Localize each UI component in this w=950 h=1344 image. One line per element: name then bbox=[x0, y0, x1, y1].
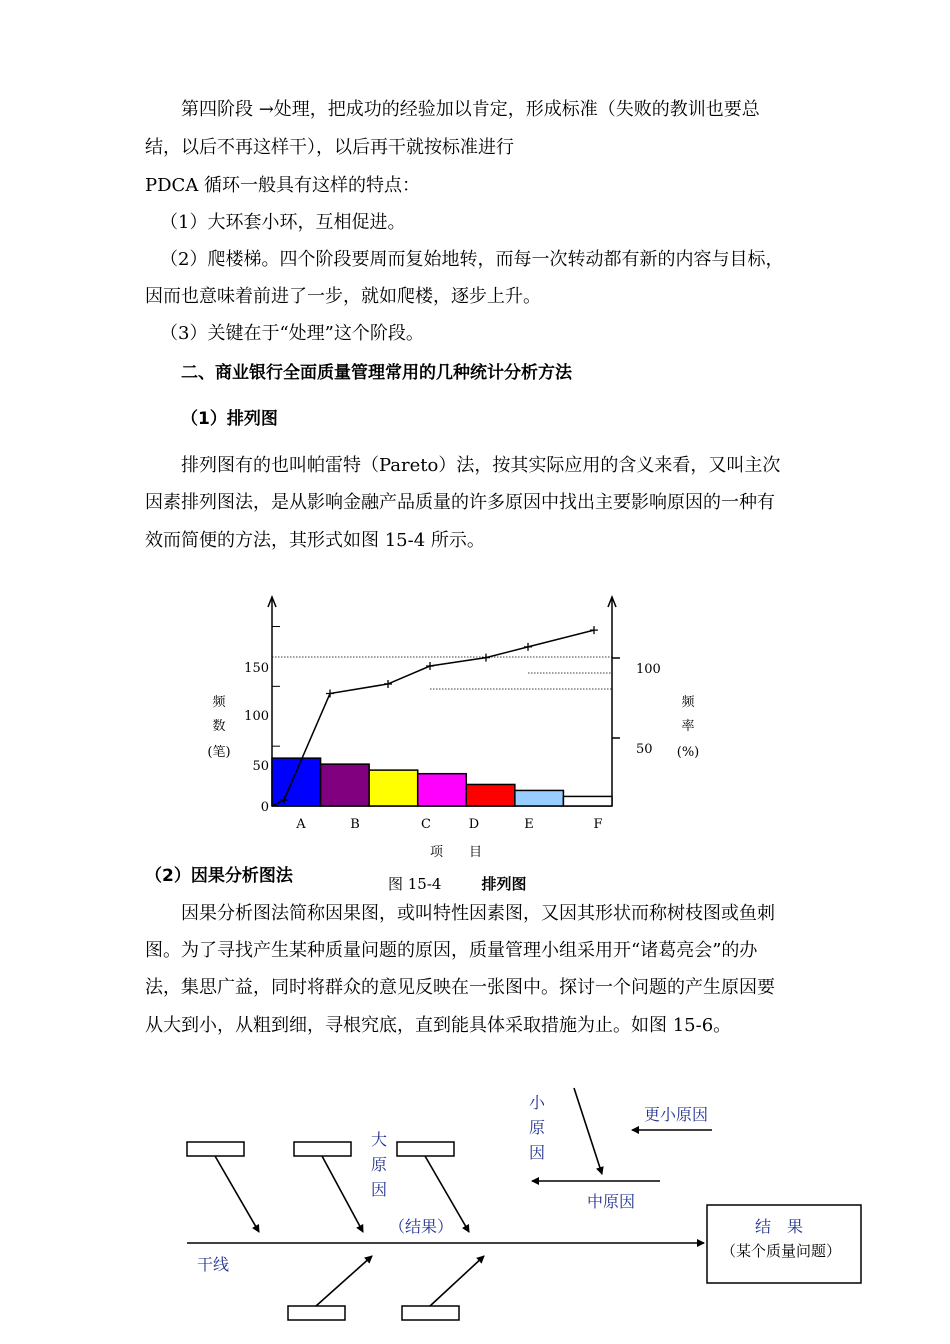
cause-arrow bbox=[316, 1256, 372, 1306]
y-tick-label: 150 bbox=[244, 661, 269, 676]
cause-box bbox=[187, 1142, 244, 1156]
y2-tick-label: 100 bbox=[636, 662, 661, 677]
subsection-heading-cause: （2）因果分析图法 bbox=[145, 866, 293, 886]
paragraph-line: 第四阶段 →处理，把成功的经验加以肯定，形成标准（失败的教训也要总 bbox=[181, 99, 760, 120]
cumulative-point bbox=[590, 626, 598, 634]
cause-arrow bbox=[430, 1256, 484, 1306]
cause-box bbox=[402, 1306, 459, 1320]
y-axis-label: (笔) bbox=[207, 745, 231, 760]
result-box-title: 结 果 bbox=[755, 1217, 804, 1236]
paragraph-line: 效而简便的方法，其形式如图 15-4 所示。 bbox=[145, 530, 485, 551]
caption-title: 排列图 bbox=[481, 875, 527, 893]
paragraph-line: 因而也意味着前进了一步，就如爬楼，逐步上升。 bbox=[145, 286, 541, 307]
cause-box bbox=[288, 1306, 345, 1320]
y2-tick-label: 50 bbox=[636, 742, 653, 757]
big-cause-label: 原 bbox=[371, 1155, 388, 1174]
fishbone-diagram bbox=[0, 1060, 950, 1344]
y-axis-label: 频 bbox=[212, 695, 226, 710]
paragraph-line: 因素排列图法，是从影响金融产品质量的许多原因中找出主要影响原因的一种有 bbox=[145, 492, 775, 513]
y2-axis-label: 率 bbox=[681, 719, 695, 734]
bar bbox=[321, 764, 370, 806]
cause-arrow bbox=[215, 1156, 259, 1232]
bar bbox=[563, 796, 612, 806]
small-cause-arrow bbox=[574, 1088, 602, 1174]
result-label: （结果） bbox=[389, 1217, 454, 1236]
caption-number: 图 15-4 bbox=[388, 875, 442, 893]
big-cause-label: 因 bbox=[371, 1180, 388, 1199]
cause-box bbox=[397, 1142, 454, 1156]
x-axis-label: 项 目 bbox=[429, 845, 483, 860]
paragraph-line: （3）关键在于“处理”这个阶段。 bbox=[160, 323, 424, 344]
paragraph-line: 排列图有的也叫帕雷特（Pareto）法，按其实际应用的含义来看，又叫主次 bbox=[181, 455, 781, 476]
cumulative-point bbox=[524, 643, 532, 651]
cause-box bbox=[294, 1142, 351, 1156]
category-label: C bbox=[421, 817, 431, 832]
paragraph-line: 结，以后不再这样干），以后再干就按标准进行 bbox=[145, 137, 514, 158]
bar bbox=[272, 758, 321, 806]
section-heading: 二、商业银行全面质量管理常用的几种统计分析方法 bbox=[181, 363, 572, 383]
bar bbox=[369, 770, 418, 806]
mid-cause-label: 中原因 bbox=[587, 1192, 636, 1211]
small-cause-label: 因 bbox=[529, 1143, 546, 1162]
smaller-cause-label: 更小原因 bbox=[644, 1105, 709, 1124]
paragraph-line: 图。为了寻找产生某种质量问题的原因，质量管理小组采用开“诸葛亮会”的办 bbox=[145, 940, 758, 961]
cumulative-point bbox=[326, 690, 334, 698]
y-tick-label: 0 bbox=[260, 800, 269, 815]
category-label: D bbox=[468, 817, 480, 832]
y-tick-label: 100 bbox=[244, 709, 269, 724]
category-label: B bbox=[350, 817, 360, 832]
paragraph-line: （2）爬楼梯。四个阶段要周而复始地转，而每一次转动都有新的内容与目标， bbox=[160, 249, 784, 270]
cumulative-point bbox=[426, 662, 434, 670]
pareto-chart bbox=[0, 585, 950, 865]
bar bbox=[515, 790, 564, 806]
cumulative-point bbox=[384, 680, 392, 688]
paragraph-line: 从大到小，从粗到细，寻根究底，直到能具体采取措施为止。如图 15-6。 bbox=[145, 1015, 732, 1036]
paragraph-line: 法，集思广益，同时将群众的意见反映在一张图中。探讨一个问题的产生原因要 bbox=[145, 977, 775, 998]
y2-axis-label: 频 bbox=[681, 695, 695, 710]
category-label: A bbox=[296, 817, 306, 832]
cause-arrow bbox=[322, 1156, 363, 1232]
small-cause-label: 小 bbox=[529, 1093, 546, 1112]
paragraph-line: （1）大环套小环，互相促进。 bbox=[160, 212, 406, 233]
result-box-subtitle: （某个质量问题） bbox=[721, 1242, 842, 1260]
cumulative-point bbox=[482, 654, 490, 662]
paragraph-line: PDCA 循环一般具有这样的特点： bbox=[145, 175, 421, 196]
y-tick-label: 50 bbox=[252, 759, 269, 774]
paragraph-line: 因果分析图法简称因果图，或叫特性因素图，又因其形状而称树枝图或鱼刺 bbox=[181, 903, 775, 924]
subsection-heading-pareto: （1）排列图 bbox=[181, 409, 278, 429]
category-label: E bbox=[524, 817, 534, 832]
figure-caption bbox=[388, 873, 526, 894]
y-axis-label: 数 bbox=[212, 719, 226, 734]
big-cause-label: 大 bbox=[371, 1130, 388, 1149]
bar bbox=[418, 774, 467, 806]
y2-axis-label: (%) bbox=[676, 745, 700, 760]
bar bbox=[466, 784, 515, 806]
trunk-label: 干线 bbox=[197, 1255, 230, 1274]
small-cause-label: 原 bbox=[529, 1118, 546, 1137]
category-label: F bbox=[593, 817, 603, 832]
